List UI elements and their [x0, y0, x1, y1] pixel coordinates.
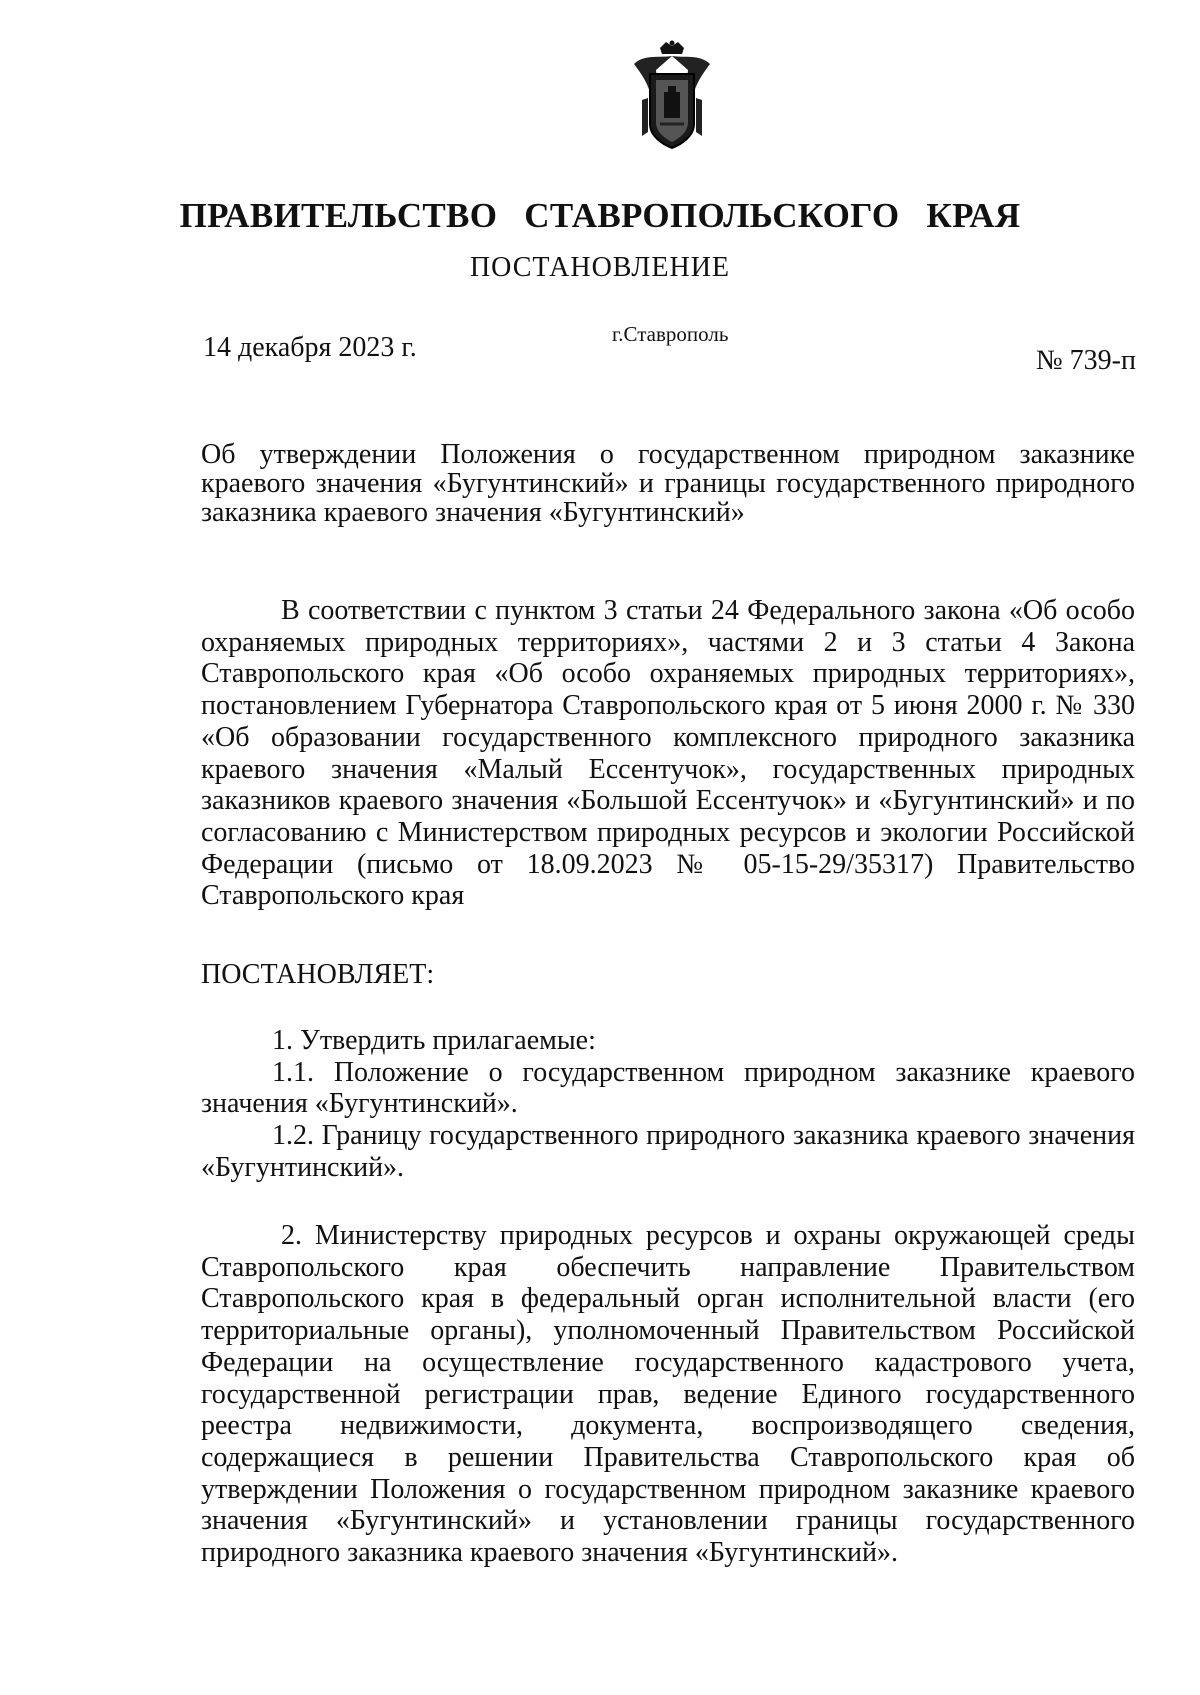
- document-city: г.Ставрополь: [612, 322, 729, 346]
- list-item: 1.2. Границу государственного природного заказника краевого значения «Бугунтинский».: [201, 1120, 1135, 1183]
- document-number: № 739-п: [1035, 345, 1136, 376]
- decree-word: ПОСТАНОВЛЯЕТ:: [201, 959, 435, 990]
- document-date: 14 декабря 2023 г.: [203, 332, 417, 363]
- items-list: [201, 1025, 1135, 1184]
- list-item: 1.1. Положение о государственном природном заказнике краевого значения «Бугунтинский».: [201, 1056, 1135, 1120]
- authority-title: ПРАВИТЕЛЬСТВО СТАВРОПОЛЬСКОГО КРАЯ: [179, 196, 1021, 235]
- list-item: 2. Министерству природных ресурсов и охраны окружающей среды Ставропольского края обеспечить направление Правительством Ставропольского края в федеральный орган исполнительной власти (его территориальные органы), уполномоченный Правительством Российской Федерации на осуществление государственного кадастрового учета, государственной регистрации прав, ведение Единого государственного реестра недвижимости, документа, воспроизводящего сведения, содержащиеся в решении Правительства Ставропольского края об утверждении Положения о государственном природном заказнике краевого значения «Бугунтинский» и установлении границы государственного природного заказника краевого значения «Бугунтинский».: [201, 1220, 1135, 1569]
- preamble-paragraph: В соответствии с пунктом 3 статьи 24 Федерального закона «Об особо охраняемых природных территориях», частями 2 и 3 статьи 4 Закона Ставропольского края «Об особо охраняемых природных территориях», постановлением Губернатора Ставропольского края от 5 июня 2000 г. № 330 «Об образовании государственного комплексного природного заказника краевого значения «Малый Ессентучок», государственных природных заказников краевого значения «Большой Ессентучок» и «Бугунтинский» и по согласованию с Министерством природных ресурсов и экологии Российской Федерации (письмо от 18.09.2023 № 05-15-29/35317) Правительство Ставропольского края: [201, 595, 1135, 912]
- list-item: 1. Утвердить прилагаемые:: [272, 1025, 596, 1056]
- document-heading: Об утверждении Положения о государственном природном заказнике краевого значения «Бугунтинский» и границы государственного природного заказника краевого значения «Бугунтинский»: [201, 439, 1135, 528]
- coat-of-arms-icon: [630, 40, 714, 150]
- document-type: ПОСТАНОВЛЕНИЕ: [469, 252, 731, 283]
